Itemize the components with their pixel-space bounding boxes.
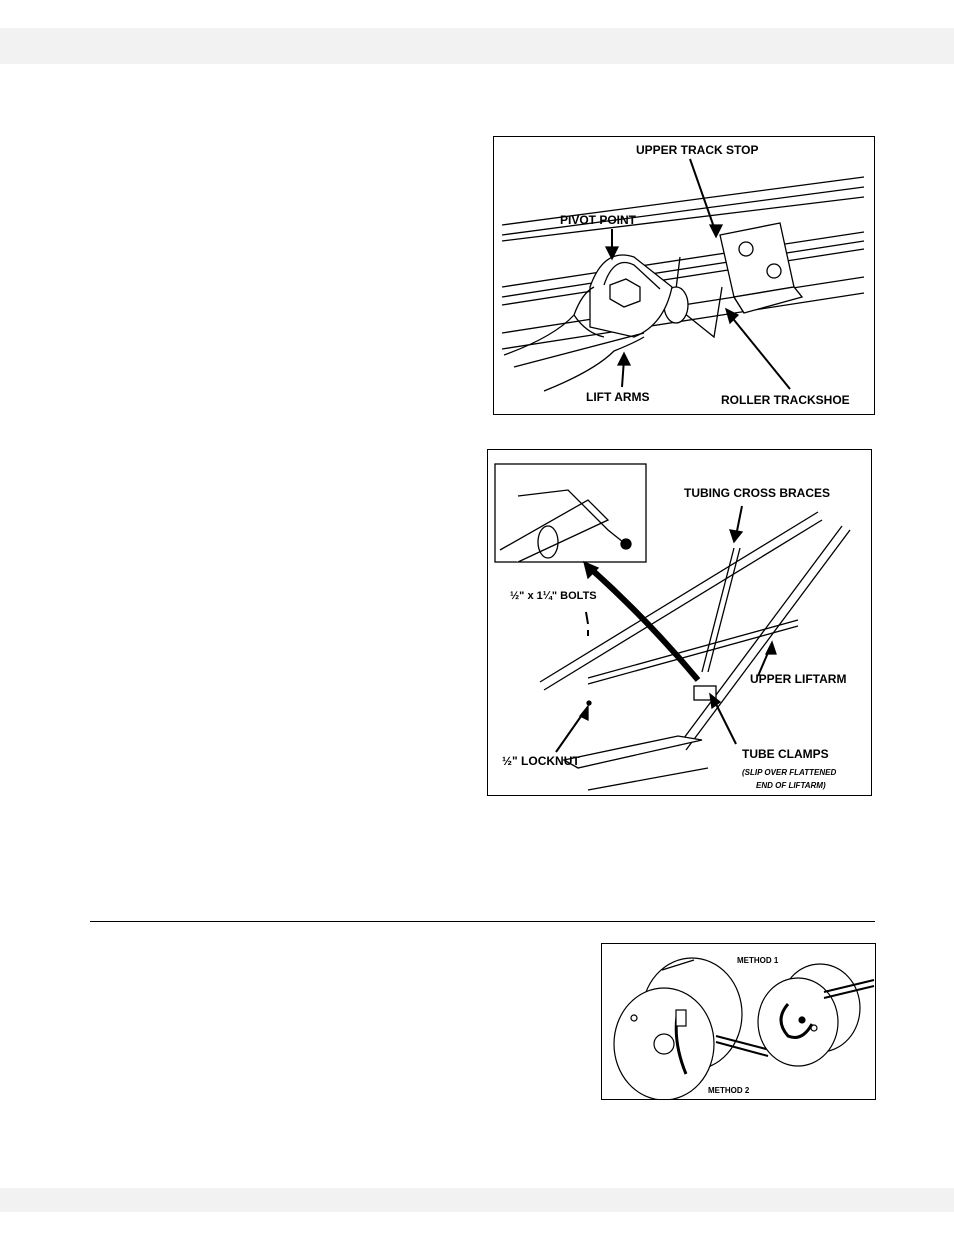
cable-drums-illustration [602,944,876,1100]
figure-cable-drums [601,943,876,1100]
track-stop-illustration [494,137,875,415]
section-divider [90,921,875,922]
label-upper-track-stop: UPPER TRACK STOP [636,143,759,157]
label-roller-trackshoe: ROLLER TRACKSHOE [721,393,850,407]
label-tube-clamps-note-1: (SLIP OVER FLATTENED [742,768,837,777]
figure-track-stop [493,136,875,415]
label-bolts: ½" x 1¼" BOLTS [510,590,597,602]
liftarm-braces-illustration [488,450,872,796]
header-band [0,28,954,64]
label-method-1: METHOD 1 [737,956,779,965]
label-locknut: ½" LOCKNUT [502,754,580,768]
label-upper-liftarm: UPPER LIFTARM [750,672,847,686]
label-lift-arms: LIFT ARMS [586,390,650,404]
label-pivot-point: PIVOT POINT [560,213,637,227]
label-tubing-cross-braces: TUBING CROSS BRACES [684,486,831,500]
label-method-2: METHOD 2 [708,1086,750,1095]
label-tube-clamps-note-2: END OF LIFTARM) [756,781,826,790]
label-tube-clamps: TUBE CLAMPS [742,747,829,761]
figure-liftarm-braces [487,449,872,796]
footer-band [0,1188,954,1212]
